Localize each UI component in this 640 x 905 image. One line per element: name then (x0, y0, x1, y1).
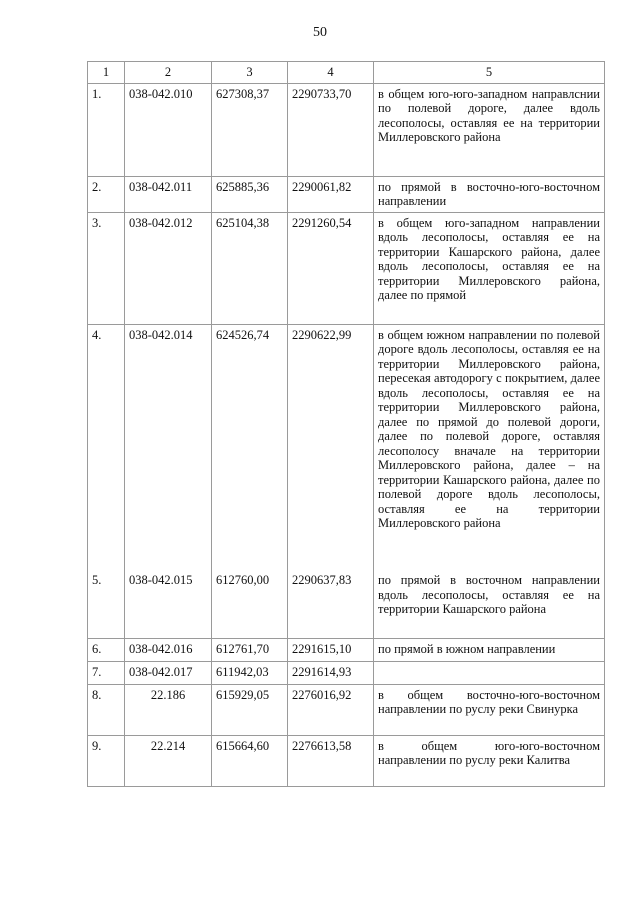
direction-description: по прямой в восточном направлении вдоль лесополосы, оставляя ее на территории Кашарского района (374, 570, 605, 638)
coordinate-x: 612761,70 (212, 638, 288, 661)
point-id: 038-042.011 (125, 176, 212, 212)
column-header: 5 (374, 62, 605, 84)
row-number: 6. (88, 638, 125, 661)
row-number: 1. (88, 83, 125, 176)
coordinate-y: 2291615,10 (288, 638, 374, 661)
table-row (88, 570, 605, 638)
coordinate-x: 627308,37 (212, 83, 288, 176)
row-number: 8. (88, 684, 125, 735)
coordinate-y: 2291614,93 (288, 661, 374, 684)
point-id: 038-042.010 (125, 83, 212, 176)
point-id: 038-042.012 (125, 212, 212, 324)
column-header: 2 (125, 62, 212, 84)
coordinate-y: 2290061,82 (288, 176, 374, 212)
column-header: 1 (88, 62, 125, 84)
column-header: 3 (212, 62, 288, 84)
coordinate-y: 2276613,58 (288, 735, 374, 786)
page-number: 50 (313, 25, 327, 40)
row-number: 4. (88, 324, 125, 570)
table-row (88, 735, 605, 786)
coordinate-x: 611942,03 (212, 661, 288, 684)
point-id: 038-042.016 (125, 638, 212, 661)
coordinate-x: 615664,60 (212, 735, 288, 786)
table-row (88, 684, 605, 735)
coordinate-x: 624526,74 (212, 324, 288, 570)
coordinate-x: 615929,05 (212, 684, 288, 735)
table-row (88, 324, 605, 570)
column-header: 4 (288, 62, 374, 84)
point-id: 22.214 (125, 735, 212, 786)
coordinate-x: 625885,36 (212, 176, 288, 212)
table-row (88, 176, 605, 212)
row-number: 3. (88, 212, 125, 324)
coordinate-y: 2276016,92 (288, 684, 374, 735)
point-id: 038-042.017 (125, 661, 212, 684)
coordinate-y: 2291260,54 (288, 212, 374, 324)
row-number: 7. (88, 661, 125, 684)
table-row (88, 212, 605, 324)
point-id: 22.186 (125, 684, 212, 735)
direction-description: в общем южном направлении по полевой дороге вдоль лесополосы, оставляя ее на территории Миллеровского района, пересекая автодорогу с покрытием, далее вдоль лесополосы, оставляя ее на территории Миллеровского района, далее по прямой до полевой дороги, далее по полевой дороге, оставляя лесополосу вначале на территории Миллеровского района, далее – на территории Кашарского района, далее по полевой дороге вдоль лесополосы, оставляя ее на территории Миллеровского района (374, 324, 605, 570)
point-id: 038-042.014 (125, 324, 212, 570)
table-row (88, 638, 605, 661)
direction-description: по прямой в восточно-юго-восточном направлении (374, 176, 605, 212)
boundary-points-table (87, 61, 605, 787)
row-number: 9. (88, 735, 125, 786)
coordinate-y: 2290733,70 (288, 83, 374, 176)
direction-description: в общем восточно-юго-восточном направлении по руслу реки Свинурка (374, 684, 605, 735)
point-id: 038-042.015 (125, 570, 212, 638)
row-number: 5. (88, 570, 125, 638)
direction-description: в общем юго-западном направлении вдоль лесополосы, оставляя ее на территории Кашарского района, далее вдоль лесополосы, оставляя ее на территории Миллеровского района, далее по прямой (374, 212, 605, 324)
coordinate-x: 612760,00 (212, 570, 288, 638)
coordinate-y: 2290637,83 (288, 570, 374, 638)
table-row (88, 83, 605, 176)
direction-description (374, 661, 605, 684)
coordinate-y: 2290622,99 (288, 324, 374, 570)
direction-description: по прямой в южном направлении (374, 638, 605, 661)
row-number: 2. (88, 176, 125, 212)
table-header-row (88, 62, 605, 84)
table-row (88, 661, 605, 684)
direction-description: в общем юго-юго-западном направлснии по полевой дороге, далее вдоль лесополосы, оставляя ее на территории Миллеровского района (374, 83, 605, 176)
coordinate-x: 625104,38 (212, 212, 288, 324)
direction-description: в общем юго-юго-восточном направлении по руслу реки Калитва (374, 735, 605, 786)
